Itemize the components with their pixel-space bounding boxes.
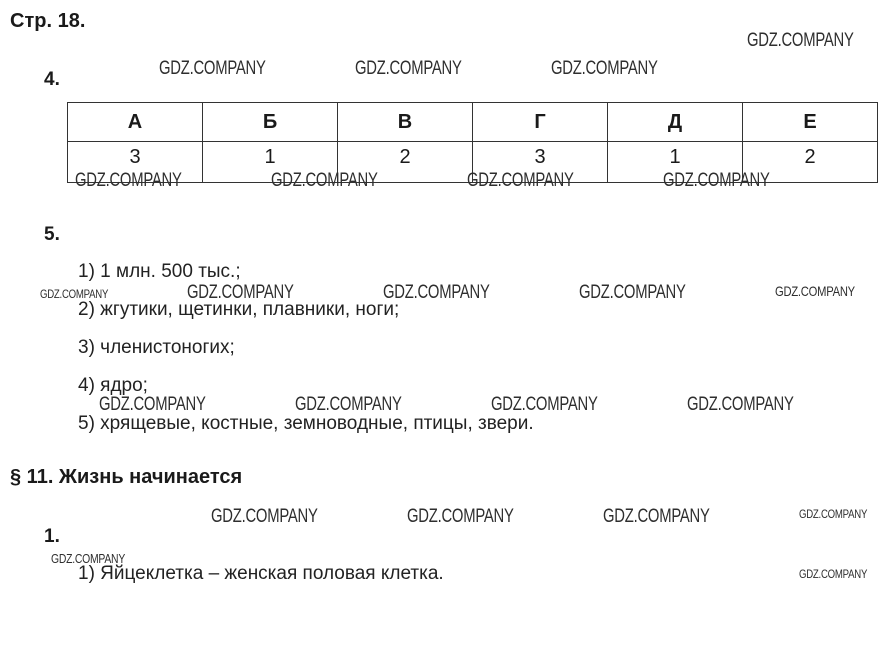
watermark: GDZ.COMPANY	[551, 58, 658, 79]
answer-item: 4) ядро;	[78, 375, 148, 396]
watermark: GDZ.COMPANY	[355, 58, 462, 79]
watermark: GDZ.COMPANY	[799, 507, 868, 521]
watermark: GDZ.COMPANY	[579, 282, 686, 303]
table-cell: 2	[338, 142, 473, 183]
section-title: § 11. Жизнь начинается	[10, 466, 243, 488]
watermark: GDZ.COMPANY	[295, 394, 402, 415]
table-cell: 2	[743, 142, 878, 183]
watermark: GDZ.COMPANY	[51, 551, 126, 566]
answer-item: 5) хрящевые, костные, земноводные, птицы, звери.	[78, 413, 534, 434]
watermark: GDZ.COMPANY	[383, 282, 490, 303]
watermark: GDZ.COMPANY	[407, 506, 514, 527]
task-5-number: 5.	[44, 224, 60, 245]
answer-item: 3) членистоногих;	[78, 337, 235, 358]
watermark: GDZ.COMPANY	[603, 506, 710, 527]
table-cell: 3	[68, 142, 203, 183]
watermark: GDZ.COMPANY	[211, 506, 318, 527]
answer-item: 1) Яйцеклетка – женская половая клетка.	[78, 563, 444, 584]
watermark: GDZ.COMPANY	[491, 394, 598, 415]
watermark: GDZ.COMPANY	[271, 170, 378, 191]
table-header-cell: Б	[203, 103, 338, 142]
task-4-number: 4.	[44, 69, 60, 90]
table-header-cell: А	[68, 103, 203, 142]
task-1-number: 1.	[44, 526, 60, 547]
watermark: GDZ.COMPANY	[75, 170, 182, 191]
watermark: GDZ.COMPANY	[159, 58, 266, 79]
watermark: GDZ.COMPANY	[467, 170, 574, 191]
table-cell: 1	[203, 142, 338, 183]
table-header-cell: Е	[743, 103, 878, 142]
table-header-cell: Д	[608, 103, 743, 142]
table-header-cell: В	[338, 103, 473, 142]
page-label: Стр. 18.	[10, 10, 86, 32]
watermark: GDZ.COMPANY	[799, 567, 868, 581]
watermark: GDZ.COMPANY	[775, 283, 855, 299]
watermark: GDZ.COMPANY	[99, 394, 206, 415]
answer-item: 2) жгутики, щетинки, плавники, ноги;	[78, 299, 400, 320]
watermark: GDZ.COMPANY	[747, 30, 854, 51]
table-header-row	[68, 103, 878, 142]
watermark: GDZ.COMPANY	[663, 170, 770, 191]
table-header-cell: Г	[473, 103, 608, 142]
watermark: GDZ.COMPANY	[187, 282, 294, 303]
table-cell: 3	[473, 142, 608, 183]
table-cell: 1	[608, 142, 743, 183]
watermark: GDZ.COMPANY	[40, 287, 109, 301]
watermark: GDZ.COMPANY	[687, 394, 794, 415]
answer-item: 1) 1 млн. 500 тыс.;	[78, 261, 241, 282]
